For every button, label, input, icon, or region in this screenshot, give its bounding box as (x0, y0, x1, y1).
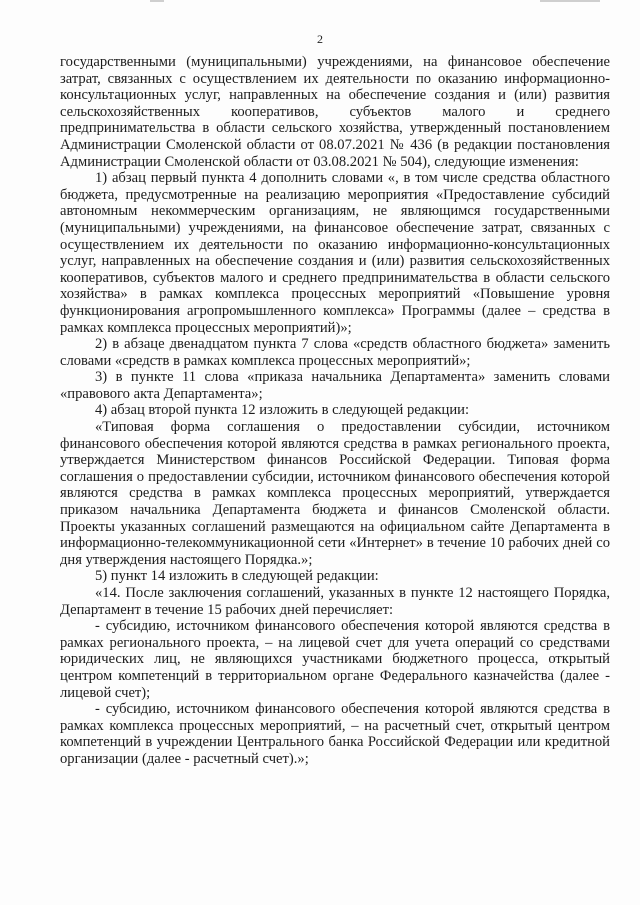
page-number: 2 (317, 32, 323, 46)
paragraph: 5) пункт 14 изложить в следующей редакции: (95, 568, 379, 585)
paragraph: - субсидию, источником финансового обеспечения которой являются средства в рамках регионального проекта, – на лицевой счет для учета операций со средствами юридических лиц, не являющихся участниками бюджетного процесса, открытый центром компетенций в территориальном органе Федерального казначейства (далее - лицевой счет); (60, 618, 610, 701)
paragraph: 3) в пункте 11 слова «приказа начальника Департамента» заменить словами «правового акта Департамента»; (60, 369, 610, 402)
paragraph: государственными (муниципальными) учреждениями, на финансовое обеспечение затрат, связанных с осуществлением их деятельности по оказанию информационно-консультационных услуг, направленных на обеспечение создания и (или) развития сельскохозяйственных кооперативов, субъектов малого и среднего предпринимательства в области сельского хозяйства, утвержденный постановлением Администрации Смоленской области от 08.07.2021 № 436 (в редакции постановления Администрации Смоленской области от 03.08.2021 № 504), следующие изменения: (60, 54, 610, 170)
scan-mark (150, 0, 164, 2)
paragraph: 1) абзац первый пункта 4 дополнить словами «, в том числе средства областного бюджета, предусмотренные на реализацию мероприятия «Предоставление субсидий автономным некоммерческим организациям, не являющимся государственными (муниципальными) учреждениями, на финансовое обеспечение затрат, связанных с осуществлением их деятельности по оказанию информационно-консультационных услуг, направленных на обеспечение создания и (или) развития сельскохозяйственных кооперативов, субъектов малого и среднего предпринимательства в области сельского хозяйства» в рамках комплекса процессных мероприятий «Повышение уровня функционирования агропромышленного комплекса» Программы (далее – средства в рамках комплекса процессных мероприятий)»; (60, 170, 610, 336)
document-body (60, 54, 610, 768)
paragraph: «14. После заключения соглашений, указанных в пункте 12 настоящего Порядка, Департамент в течение 15 рабочих дней перечисляет: (60, 585, 610, 618)
paragraph: - субсидию, источником финансового обеспечения которой являются средства в рамках комплекса процессных мероприятий, – на расчетный счет, открытый центром компетенций в учреждении Центрального банка Российской Федерации или кредитной организации (далее - расчетный счет).»; (60, 701, 610, 767)
paragraph: 2) в абзаце двенадцатом пункта 7 слова «средств областного бюджета» заменить словами «средств в рамках комплекса процессных мероприятий»; (60, 336, 610, 369)
paragraph: «Типовая форма соглашения о предоставлении субсидии, источником финансового обеспечения которой являются средства в рамках регионального проекта, утверждается Министерством финансов Российской Федерации. Типовая форма соглашения о предоставлении субсидии, источником финансового обеспечения которой являются средства в рамках комплекса процессных мероприятий, утверждается приказом начальника Департамента бюджета и финансов Смоленской области. Проекты указанных соглашений размещаются на официальном сайте Департамента в информационно-телекоммуникационной сети «Интернет» в течение 10 рабочих дней со дня утверждения настоящего Порядка.»; (60, 419, 610, 568)
paragraph: 4) абзац второй пункта 12 изложить в следующей редакции: (95, 402, 470, 419)
scan-mark (540, 0, 600, 2)
